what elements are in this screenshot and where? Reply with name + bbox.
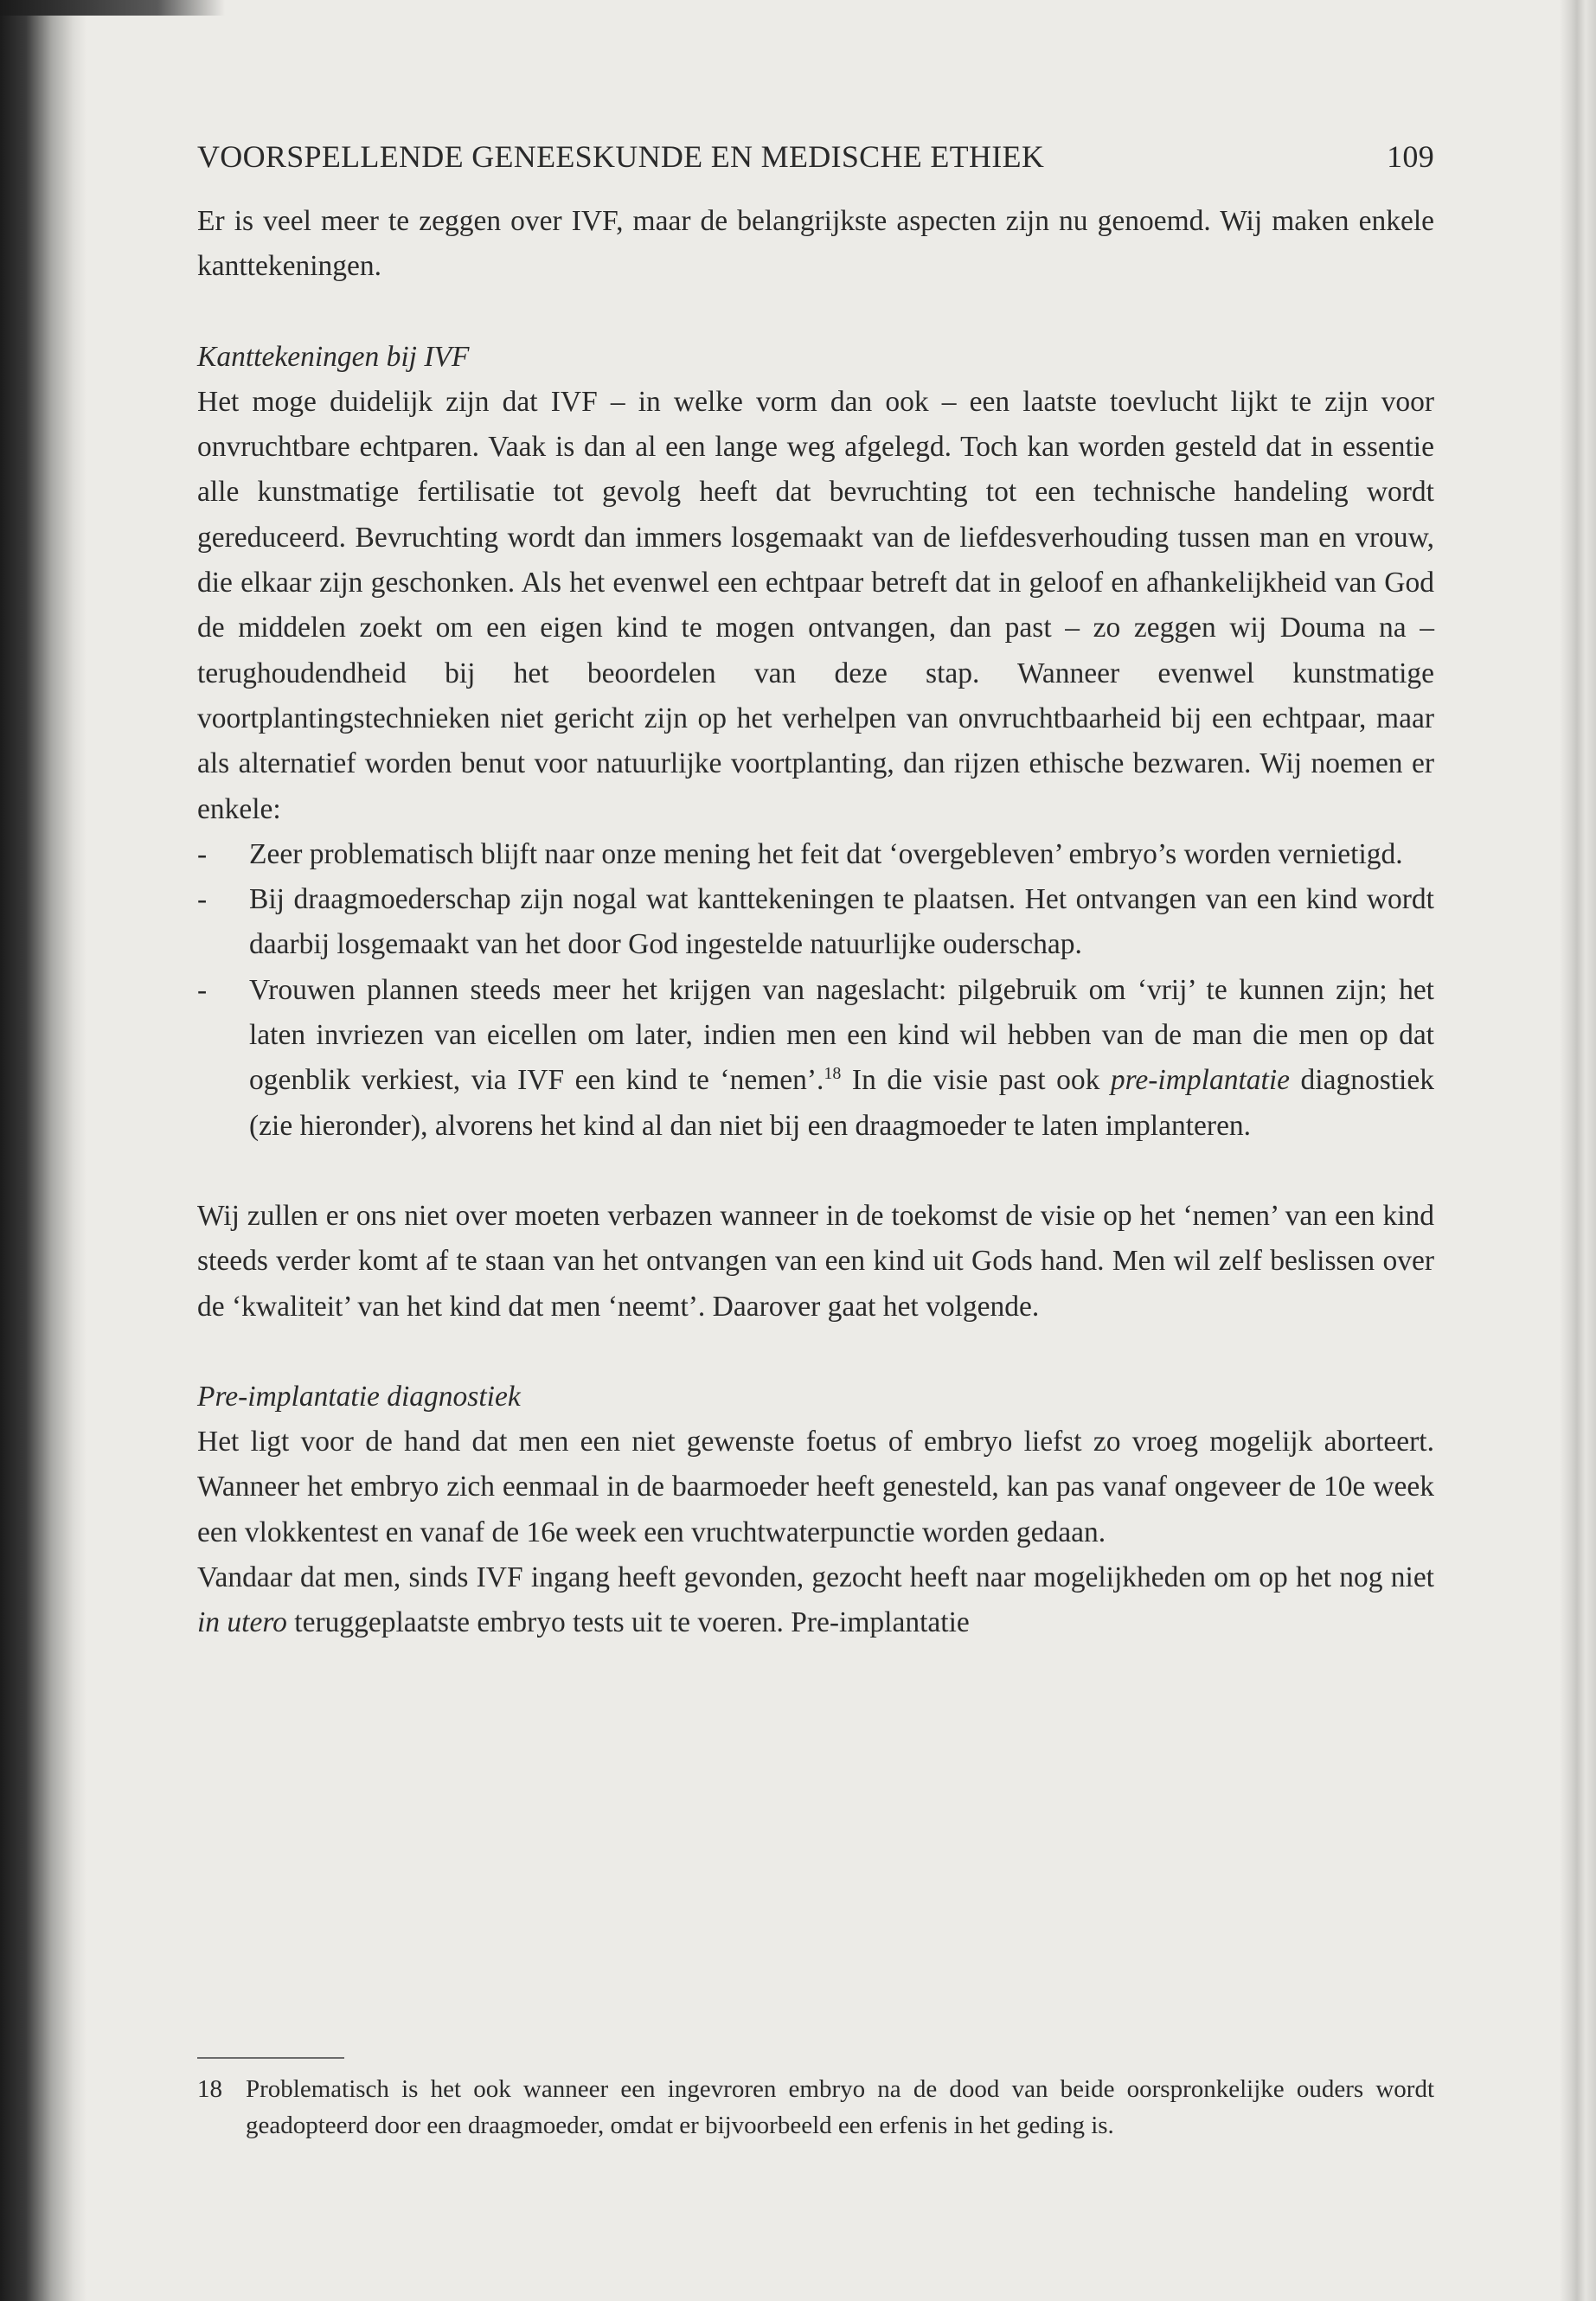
paragraph-gap (197, 1330, 1434, 1375)
emphasis-text: in utero (197, 1606, 287, 1639)
body-text (197, 199, 1434, 1646)
intro-paragraph: Er is veel meer te zeggen over IVF, maar de belangrijkste aspecten zijn nu genoemd. Wij maken enkele kanttekeningen. (197, 205, 1434, 283)
list-item (197, 968, 1434, 1149)
running-head-title: VOORSPELLENDE GENEESKUNDE EN MEDISCHE ETHIEK (197, 139, 1045, 174)
page-number: 109 (1387, 139, 1434, 174)
footnote-text: Problematisch is het ook wanneer een ingevroren embryo na de dood van beide oorspronkelijke ouders wordt geadopteerd door een draagmoeder, omdat er bijvoorbeeld een erfenis in het geding is. (246, 2075, 1434, 2139)
paragraph-gap (197, 1149, 1434, 1194)
footnote (197, 2071, 1434, 2144)
section2-paragraph-1: Het ligt voor de hand dat men een niet gewenste foetus of embryo liefst zo vroeg mogelijk aborteert. Wanneer het embryo zich eenmaal in de baarmoeder heeft genesteld, kan pas vanaf ongeveer de 10e week een vlokkentest en vanaf de 16e week een vruchtwaterpunctie worden gedaan. (197, 1426, 1434, 1548)
emphasis-text: pre-implantatie (1110, 1064, 1291, 1097)
section-heading-kanttekeningen: Kanttekeningen bij IVF (197, 340, 470, 373)
bullet-list (197, 832, 1434, 1149)
closing-paragraph: Wij zullen er ons niet over moeten verbazen wanneer in de toekomst de visie op het ‘nemen’ van een kind steeds verder komt af te staan van het ontvangen van een kind uit Gods hand. Men wil zelf beslissen over de ‘kwaliteit’ van het kind dat men ‘neemt’. Daarover gaat het volgende. (197, 1199, 1434, 1323)
list-item (197, 832, 1434, 877)
top-edge-shadow (0, 0, 225, 16)
section2-paragraph-2 (197, 1555, 1434, 1646)
list-item-text: In die visie past ook (841, 1064, 1111, 1097)
page-right-edge (1560, 0, 1596, 2301)
footnote-divider (197, 2057, 344, 2059)
list-dash: - (197, 973, 208, 1006)
list-dash: - (197, 837, 208, 870)
list-item (197, 877, 1434, 968)
list-item-text: diagnostiek (zie hieronder), alvorens het kind al dan niet bij een draagmoeder te laten implanteren. (249, 1064, 1434, 1142)
paragraph-text: teruggeplaatste embryo tests uit te voeren. Pre-implantatie (286, 1606, 970, 1639)
binding-shadow (0, 0, 87, 2301)
footnote-number: 18 (197, 2075, 222, 2103)
section1-paragraph: Het moge duidelijk zijn dat IVF – in welke vorm dan ook – een laatste toevlucht lijkt te zijn voor onvruchtbare echtparen. Vaak is dan al een lange weg afgelegd. Toch kan worden gesteld dat in essentie alle kunstmatige fertilisatie tot gevolg heeft dat bevruchting tot een technische handeling wordt gereduceerd. Bevruchting wordt dan immers losgemaakt van de liefdesverhouding tussen man en vrouw, die elkaar zijn geschonken. Als het evenwel een echtpaar betreft dat in geloof en afhankelijkheid van God de middelen zoekt om een eigen kind te mogen ontvangen, dan past – zo zeggen wij Douma na – terughoudendheid bij het beoordelen van deze stap. Wanneer evenwel kunstmatige voortplantingstechnieken niet gericht zijn op het verhelpen van onvruchtbaarheid bij een echtpaar, maar als alternatief worden benut voor natuurlijke voortplanting, dan rijzen ethische bezwaren. Wij noemen er enkele: (197, 385, 1434, 825)
running-head (197, 130, 1434, 182)
section-heading-pre-implantatie: Pre-implantatie diagnostiek (197, 1380, 521, 1413)
paragraph-gap (197, 290, 1434, 335)
list-item-text: Vrouwen plannen steeds meer het krijgen van nageslacht: pilgebruik om ‘vrij’ te kunnen zijn; het laten invriezen van eicellen om later, indien men een kind wil hebben van de man die men op dat ogenblik verkiest, via IVF een kind te ‘nemen’. (249, 973, 1434, 1097)
list-dash: - (197, 883, 208, 916)
book-page (197, 130, 1434, 1646)
footnote-reference[interactable]: 18 (824, 1064, 842, 1084)
paragraph-text: Vandaar dat men, sinds IVF ingang heeft gevonden, gezocht heeft naar mogelijkheden om op het nog niet (197, 1561, 1434, 1594)
list-item-text: Zeer problematisch blijft naar onze mening het feit dat ‘overgebleven’ embryo’s worden vernietigd. (249, 837, 1403, 870)
list-item-text: Bij draagmoederschap zijn nogal wat kanttekeningen te plaatsen. Het ontvangen van een kind wordt daarbij losgemaakt van het door God ingestelde natuurlijke ouderschap. (249, 883, 1434, 961)
